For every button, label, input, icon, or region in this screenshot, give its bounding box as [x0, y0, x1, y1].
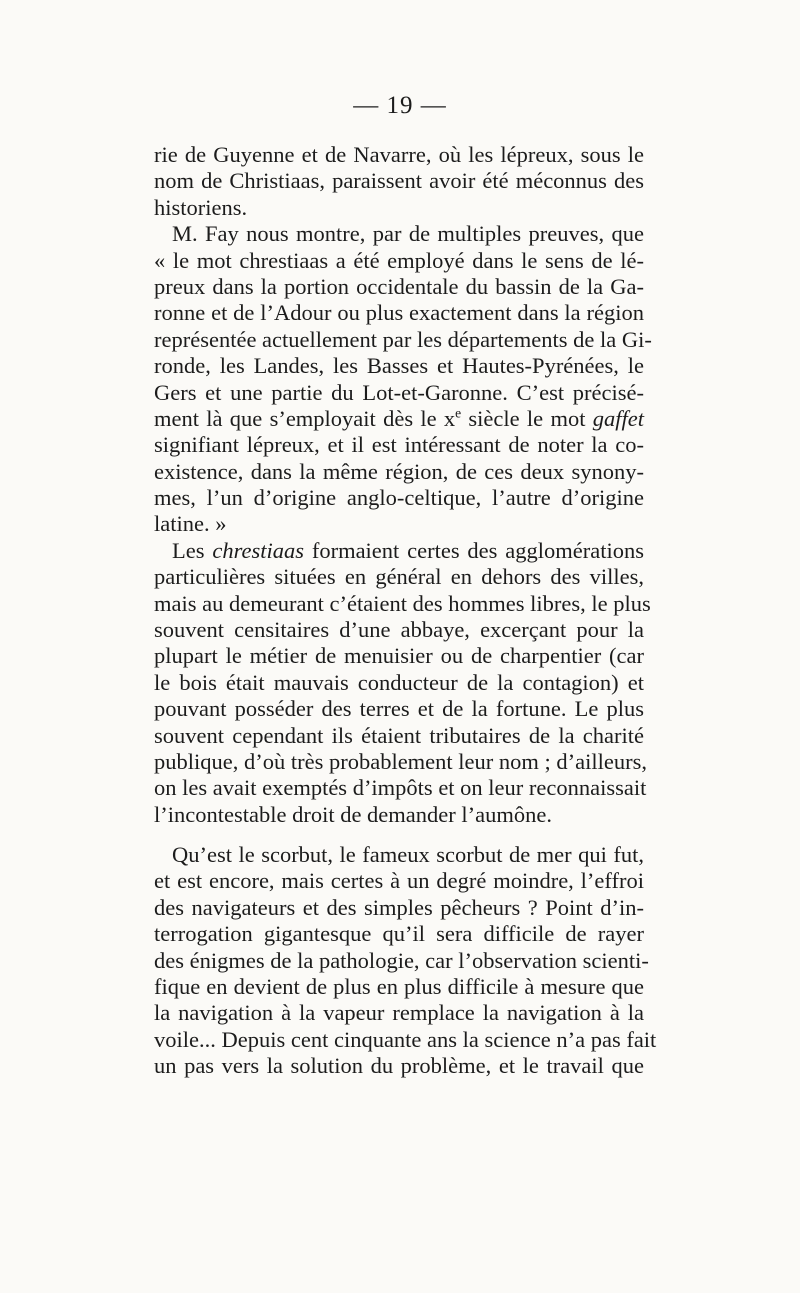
- text-fragment: siècle le mot: [461, 405, 593, 431]
- text-line: plupart le métier de menuisier ou de charpentier (car: [154, 643, 644, 669]
- superscript: e: [455, 405, 462, 421]
- text-line: voile... Depuis cent cinquante ans la science n’a pas fait: [154, 1026, 657, 1052]
- text-line: pouvant posséder des terres et de la fortune. Le plus: [154, 696, 644, 722]
- text-line: représentée actuellement par les départements de la Gi-: [154, 326, 652, 352]
- text-line: publique, d’où très probablement leur nom ; d’ailleurs,: [154, 748, 648, 774]
- text-line-with-italic: [154, 406, 644, 432]
- text-line-with-italic: [154, 538, 644, 564]
- paragraph-fay-quote: [154, 221, 652, 538]
- text-line: fique en devient de plus en plus difficile à mesure que: [154, 973, 644, 999]
- paragraph-continuation: [154, 142, 644, 221]
- text-line: des énigmes de la pathologie, car l’observation scienti-: [154, 947, 649, 973]
- text-line: latine. »: [154, 511, 227, 537]
- text-fragment: ment là que s’employait dès le x: [154, 405, 456, 431]
- text-line: un pas vers la solution du problème, et le travail que: [154, 1053, 644, 1079]
- text-line: souvent censitaires d’une abbaye, excerçant pour la: [154, 617, 644, 643]
- text-line: existence, dans la même région, de ces deux synony-: [154, 458, 644, 484]
- text-line: le bois était mauvais conducteur de la contagion) et: [154, 669, 644, 695]
- text-fragment: Les: [172, 537, 213, 563]
- text-line: la navigation à la vapeur remplace la navigation à la: [154, 1000, 644, 1026]
- text-line: et est encore, mais certes à un degré moindre, l’effroi: [154, 868, 644, 894]
- text-line: des navigateurs et des simples pêcheurs ? Point d’in-: [154, 894, 644, 920]
- text-line: Qu’est le scorbut, le fameux scorbut de mer qui fut,: [172, 842, 644, 867]
- text-line: ronde, les Landes, les Basses et Hautes-Pyrénées, le: [154, 353, 644, 379]
- italic-word: chrestiaas: [212, 537, 304, 563]
- paragraph-scorbut: [154, 842, 657, 1080]
- text-line: preux dans la portion occidentale du bassin de la Ga-: [154, 273, 644, 299]
- text-line: rie de Guyenne et de Navarre, où les lépreux, sous le: [154, 142, 644, 167]
- text-line: nom de Christiaas, paraissent avoir été méconnus des: [154, 168, 644, 194]
- text-line: mes, l’un d’origine anglo-celtique, l’autre d’origine: [154, 485, 644, 511]
- text-line: l’incontestable droit de demander l’aumône.: [154, 801, 552, 827]
- text-body-bottom: [154, 842, 657, 1080]
- page-number: — 19 —: [353, 92, 447, 119]
- text-line: ronne et de l’Adour ou plus exactement dans la région: [154, 300, 644, 326]
- italic-word: gaffet: [592, 405, 644, 431]
- text-line: « le mot chrestiaas a été employé dans le sens de lé-: [154, 247, 644, 273]
- text-line: historiens.: [154, 194, 248, 220]
- text-body-top: [154, 142, 652, 828]
- text-line: on les avait exemptés d’impôts et on leur reconnaissait: [154, 775, 647, 801]
- text-line: mais au demeurant c’étaient des hommes libres, le plus: [154, 590, 651, 616]
- text-line: signifiant lépreux, et il est intéressant de noter la co-: [154, 432, 644, 458]
- text-fragment: formaient certes des agglomérations: [304, 537, 644, 563]
- text-line: particulières situées en général en dehors des villes,: [154, 564, 644, 590]
- text-line: M. Fay nous montre, par de multiples preuves, que: [172, 221, 644, 247]
- paragraph-chrestiaas: [154, 537, 651, 828]
- text-line: Gers et une partie du Lot-et-Garonne. C’est précisé-: [154, 379, 644, 405]
- text-line: terrogation gigantesque qu’il sera difficile de rayer: [154, 921, 644, 947]
- text-line: souvent cependant ils étaient tributaires de la charité: [154, 722, 644, 748]
